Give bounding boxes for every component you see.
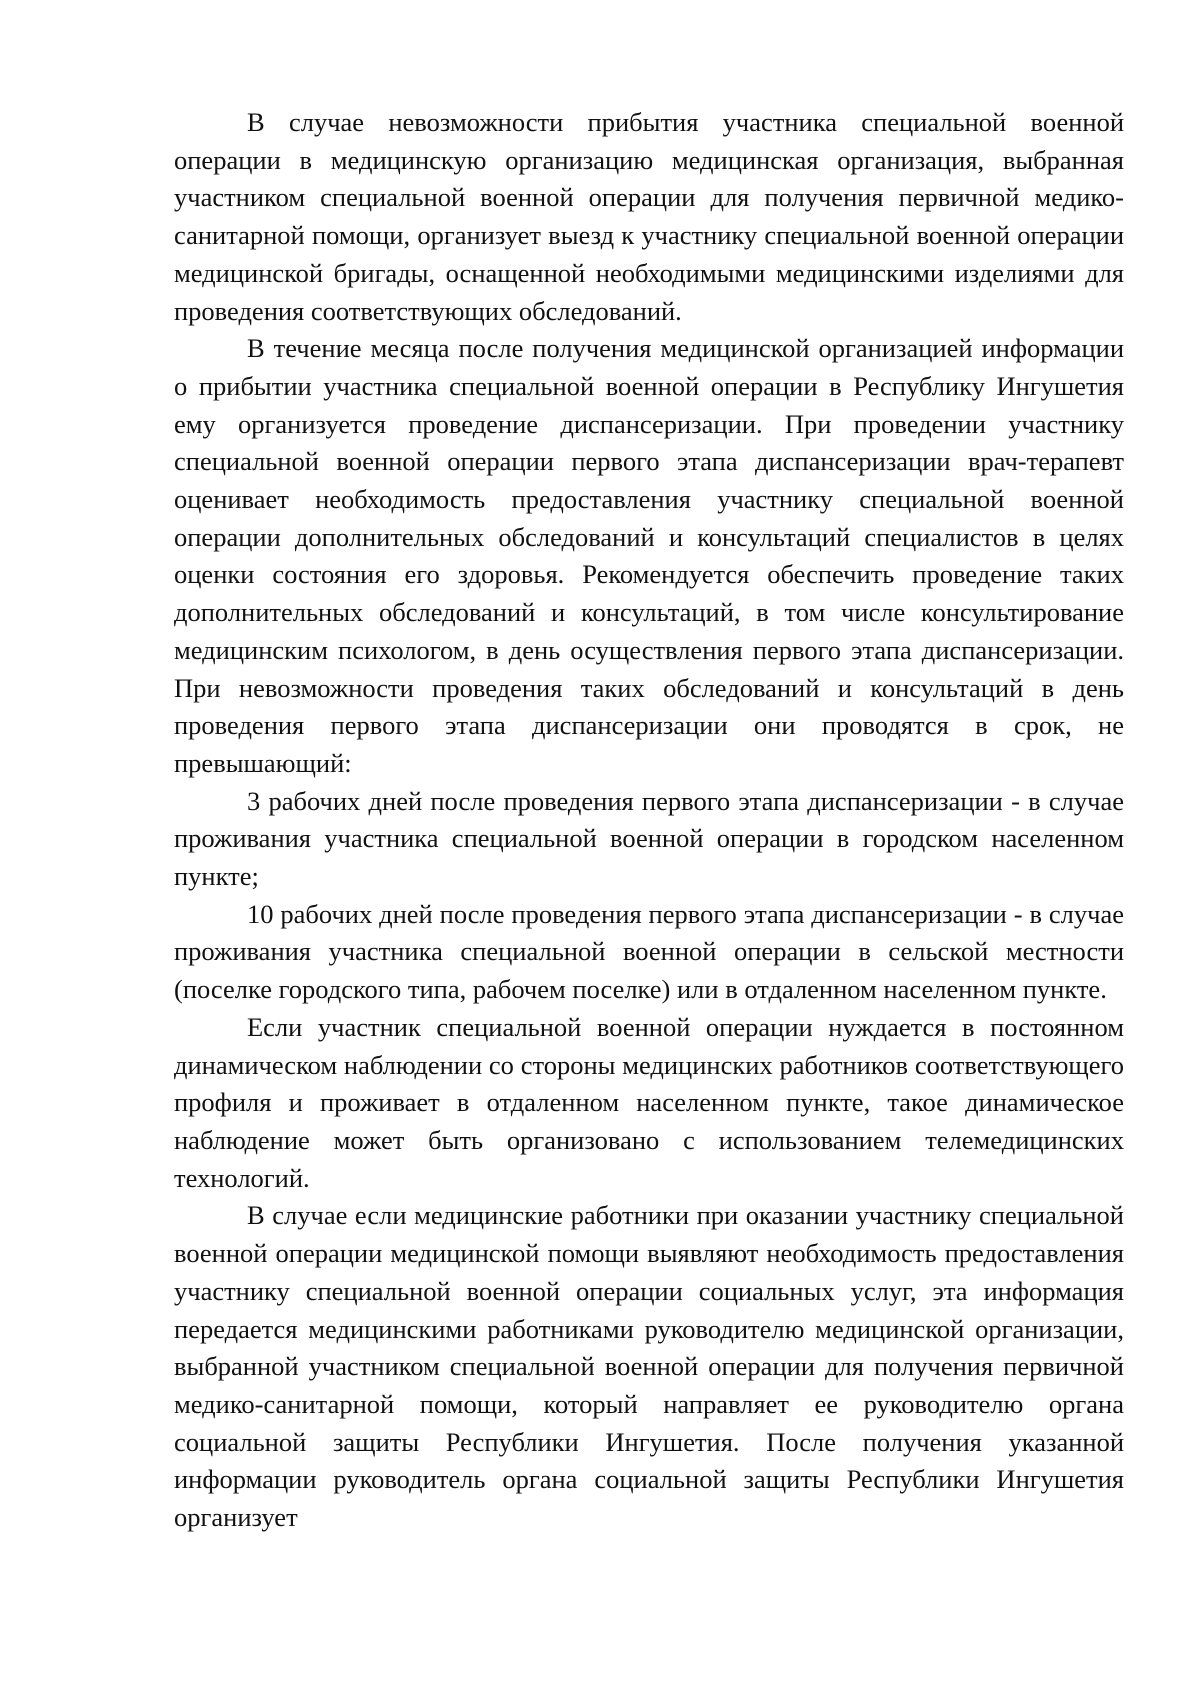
document-page (174, 104, 1124, 1537)
paragraph-urban-deadline: 3 рабочих дней после проведения первого этапа диспансеризации - в случае проживания участника специальной военной операции в городском населенном пункте; (174, 785, 1124, 892)
paragraph-social-services: В случае если медицинские работники при оказании участнику специальной военной операции медицинской помощи выявляют необходимость предоставления участнику специальной военной операции социальных услуг, эта информация передается медицинскими работниками руководителю медицинской организации, выбранной участником специальной военной операции для получения первичной медико-санитарной помощи, который направляет ее руководителю органа социальной защиты Республики Ингушетия. После получения указанной информации руководитель органа социальной защиты Республики Ингушетия организует (174, 1200, 1124, 1533)
paragraph-home-visit: В случае невозможности прибытия участника специальной военной операции в медицинскую организацию медицинская организация, выбранная участником специальной военной операции для получения первичной медико-санитарной помощи, организует выезд к участнику специальной военной операции медицинской бригады, оснащенной необходимыми медицинскими изделиями для проведения соответствующих обследований. (174, 107, 1124, 326)
paragraph-rural-deadline: 10 рабочих дней после проведения первого этапа диспансеризации - в случае проживания участника специальной военной операции в сельской местности (поселке городского типа, рабочем поселке) или в отдаленном населенном пункте. (174, 898, 1124, 1005)
paragraph-telemedicine: Если участник специальной военной операции нуждается в постоянном динамическом наблюдении со стороны медицинских работников соответствующего профиля и проживает в отдаленном населенном пункте, такое динамическое наблюдение может быть организовано с использованием телемедицинских технологий. (174, 1011, 1124, 1193)
paragraph-dispensary-exam: В течение месяца после получения медицинской организацией информации о прибытии участника специальной военной операции в Республику Ингушетия ему организуется проведение диспансеризации. При проведении участнику специальной военной операции первого этапа диспансеризации врач-терапевт оценивает необходимость предоставления участнику специальной военной операции дополнительных обследований и консультаций специалистов в целях оценки состояния его здоровья. Рекомендуется обеспечить проведение таких дополнительных обследований и консультаций, в том числе консультирование медицинским психологом, в день осуществления первого этапа диспансеризации. При невозможности проведения таких обследований и консультаций в день проведения первого этапа диспансеризации они проводятся в срок, не превышающий: (174, 333, 1124, 778)
